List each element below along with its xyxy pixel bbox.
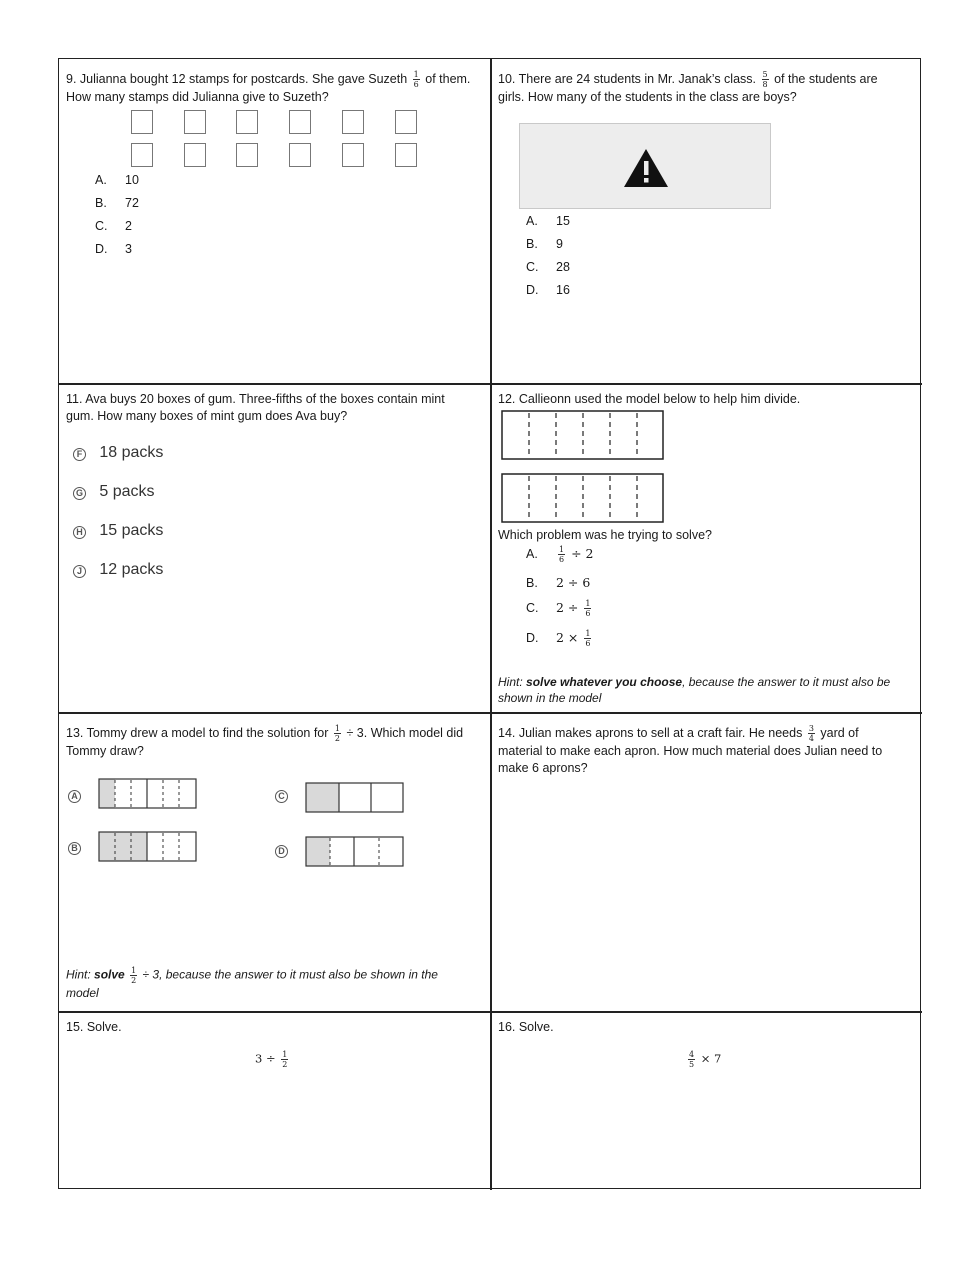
q13-option-b-label[interactable]: B	[68, 838, 81, 856]
q13-option-a-label[interactable]: A	[68, 786, 81, 804]
stamp-icon	[236, 110, 258, 134]
q13-hint: Hint: solve $\frac{1}{2}$ ÷ 3, because the answer to it must also be shown in the model	[66, 966, 438, 1000]
q12-option-c[interactable]: C. 2 ÷ $\frac{1}{6}$	[526, 599, 591, 618]
q15-expression: 3 ÷ $\frac{1}{2}$	[255, 1050, 288, 1069]
stamp-icon	[342, 143, 364, 167]
q11-option-h[interactable]: H 15 packs	[73, 522, 163, 540]
stamp-icon	[289, 110, 311, 134]
q10-option-a[interactable]: A. 15	[526, 214, 570, 228]
row-divider-3	[59, 1011, 922, 1013]
q10-text: 10. There are 24 students in Mr. Janak’s class. $\frac{5}{8}$ of the students are girls. How many of the students in the class are boys?	[498, 70, 878, 104]
warning-icon	[520, 124, 772, 210]
q9-option-d[interactable]: D. 3	[95, 242, 132, 256]
q9-fraction: $\frac{1}{6}$	[413, 70, 419, 89]
q13-fraction: $\frac{1}{2}$	[334, 724, 340, 743]
stamp-icon	[395, 143, 417, 167]
stamp-icon	[289, 143, 311, 167]
q10-option-b[interactable]: B. 9	[526, 237, 563, 251]
q13-option-c-label[interactable]: C	[275, 786, 288, 804]
q15-text: 15. Solve.	[66, 1020, 122, 1034]
q9-text: 9. Julianna bought 12 stamps for postcards. She gave Suzeth $\frac{1}{6}$ of them. How many stamps did Julianna give to Suzeth?	[66, 70, 471, 104]
q13-option-d-label[interactable]: D	[275, 841, 288, 859]
column-divider	[490, 59, 492, 1190]
q13-text: 13. Tommy drew a model to find the solution for $\frac{1}{2}$ ÷ 3. Which model did Tommy draw?	[66, 724, 464, 758]
q12-text: 12. Callieonn used the model below to help him divide.	[498, 392, 801, 406]
stamp-icon	[184, 143, 206, 167]
q12-option-b[interactable]: B. 2 ÷ 6	[526, 575, 591, 590]
stamp-icon	[131, 110, 153, 134]
q11-option-f[interactable]: F 18 packs	[73, 444, 163, 462]
q13-model-a[interactable]	[98, 778, 198, 810]
stamp-icon	[184, 110, 206, 134]
stamp-icon	[342, 110, 364, 134]
q13-model-b[interactable]	[98, 831, 198, 863]
q16-expression: $\frac{4}{5}$ × 7	[689, 1050, 722, 1069]
q14-text: 14. Julian makes aprons to sell at a craft fair. He needs $\frac{3}{4}$ yard of material to make each apron. How much material does Julian need to make 6 aprons?	[498, 724, 883, 775]
row-divider-1	[59, 383, 922, 385]
row-divider-2	[59, 712, 922, 714]
q12-option-d[interactable]: D. 2 × $\frac{1}{6}$	[526, 629, 591, 648]
worksheet-grid	[58, 58, 921, 1189]
q9-option-a[interactable]: A. 10	[95, 173, 139, 187]
q13-model-d[interactable]	[305, 836, 405, 868]
q13-model-c[interactable]	[305, 782, 405, 814]
q12-division-model	[501, 410, 666, 525]
stamp-icon	[131, 143, 153, 167]
q9-option-c[interactable]: C. 2	[95, 219, 132, 233]
q10-fraction: $\frac{5}{8}$	[762, 70, 768, 89]
broken-image-placeholder	[519, 123, 771, 209]
q16-text: 16. Solve.	[498, 1020, 554, 1034]
q11-option-j[interactable]: J 12 packs	[73, 561, 163, 579]
q12-hint: Hint: solve whatever you choose, because the answer to it must also be shown in the model	[498, 675, 891, 705]
q11-option-g[interactable]: G 5 packs	[73, 483, 154, 501]
q10-option-d[interactable]: D. 16	[526, 283, 570, 297]
q12-option-a[interactable]: A. $\frac{1}{6}$ ÷ 2	[526, 545, 594, 564]
q14-fraction: $\frac{3}{4}$	[808, 724, 814, 743]
q10-option-c[interactable]: C. 28	[526, 260, 570, 274]
q11-text: 11. Ava buys 20 boxes of gum. Three-fifths of the boxes contain mint gum. How many boxes of mint gum does Ava buy?	[66, 392, 445, 423]
stamp-icon	[236, 143, 258, 167]
q9-option-b[interactable]: B. 72	[95, 196, 139, 210]
q12-question: Which problem was he trying to solve?	[498, 528, 712, 542]
stamp-icon	[395, 110, 417, 134]
